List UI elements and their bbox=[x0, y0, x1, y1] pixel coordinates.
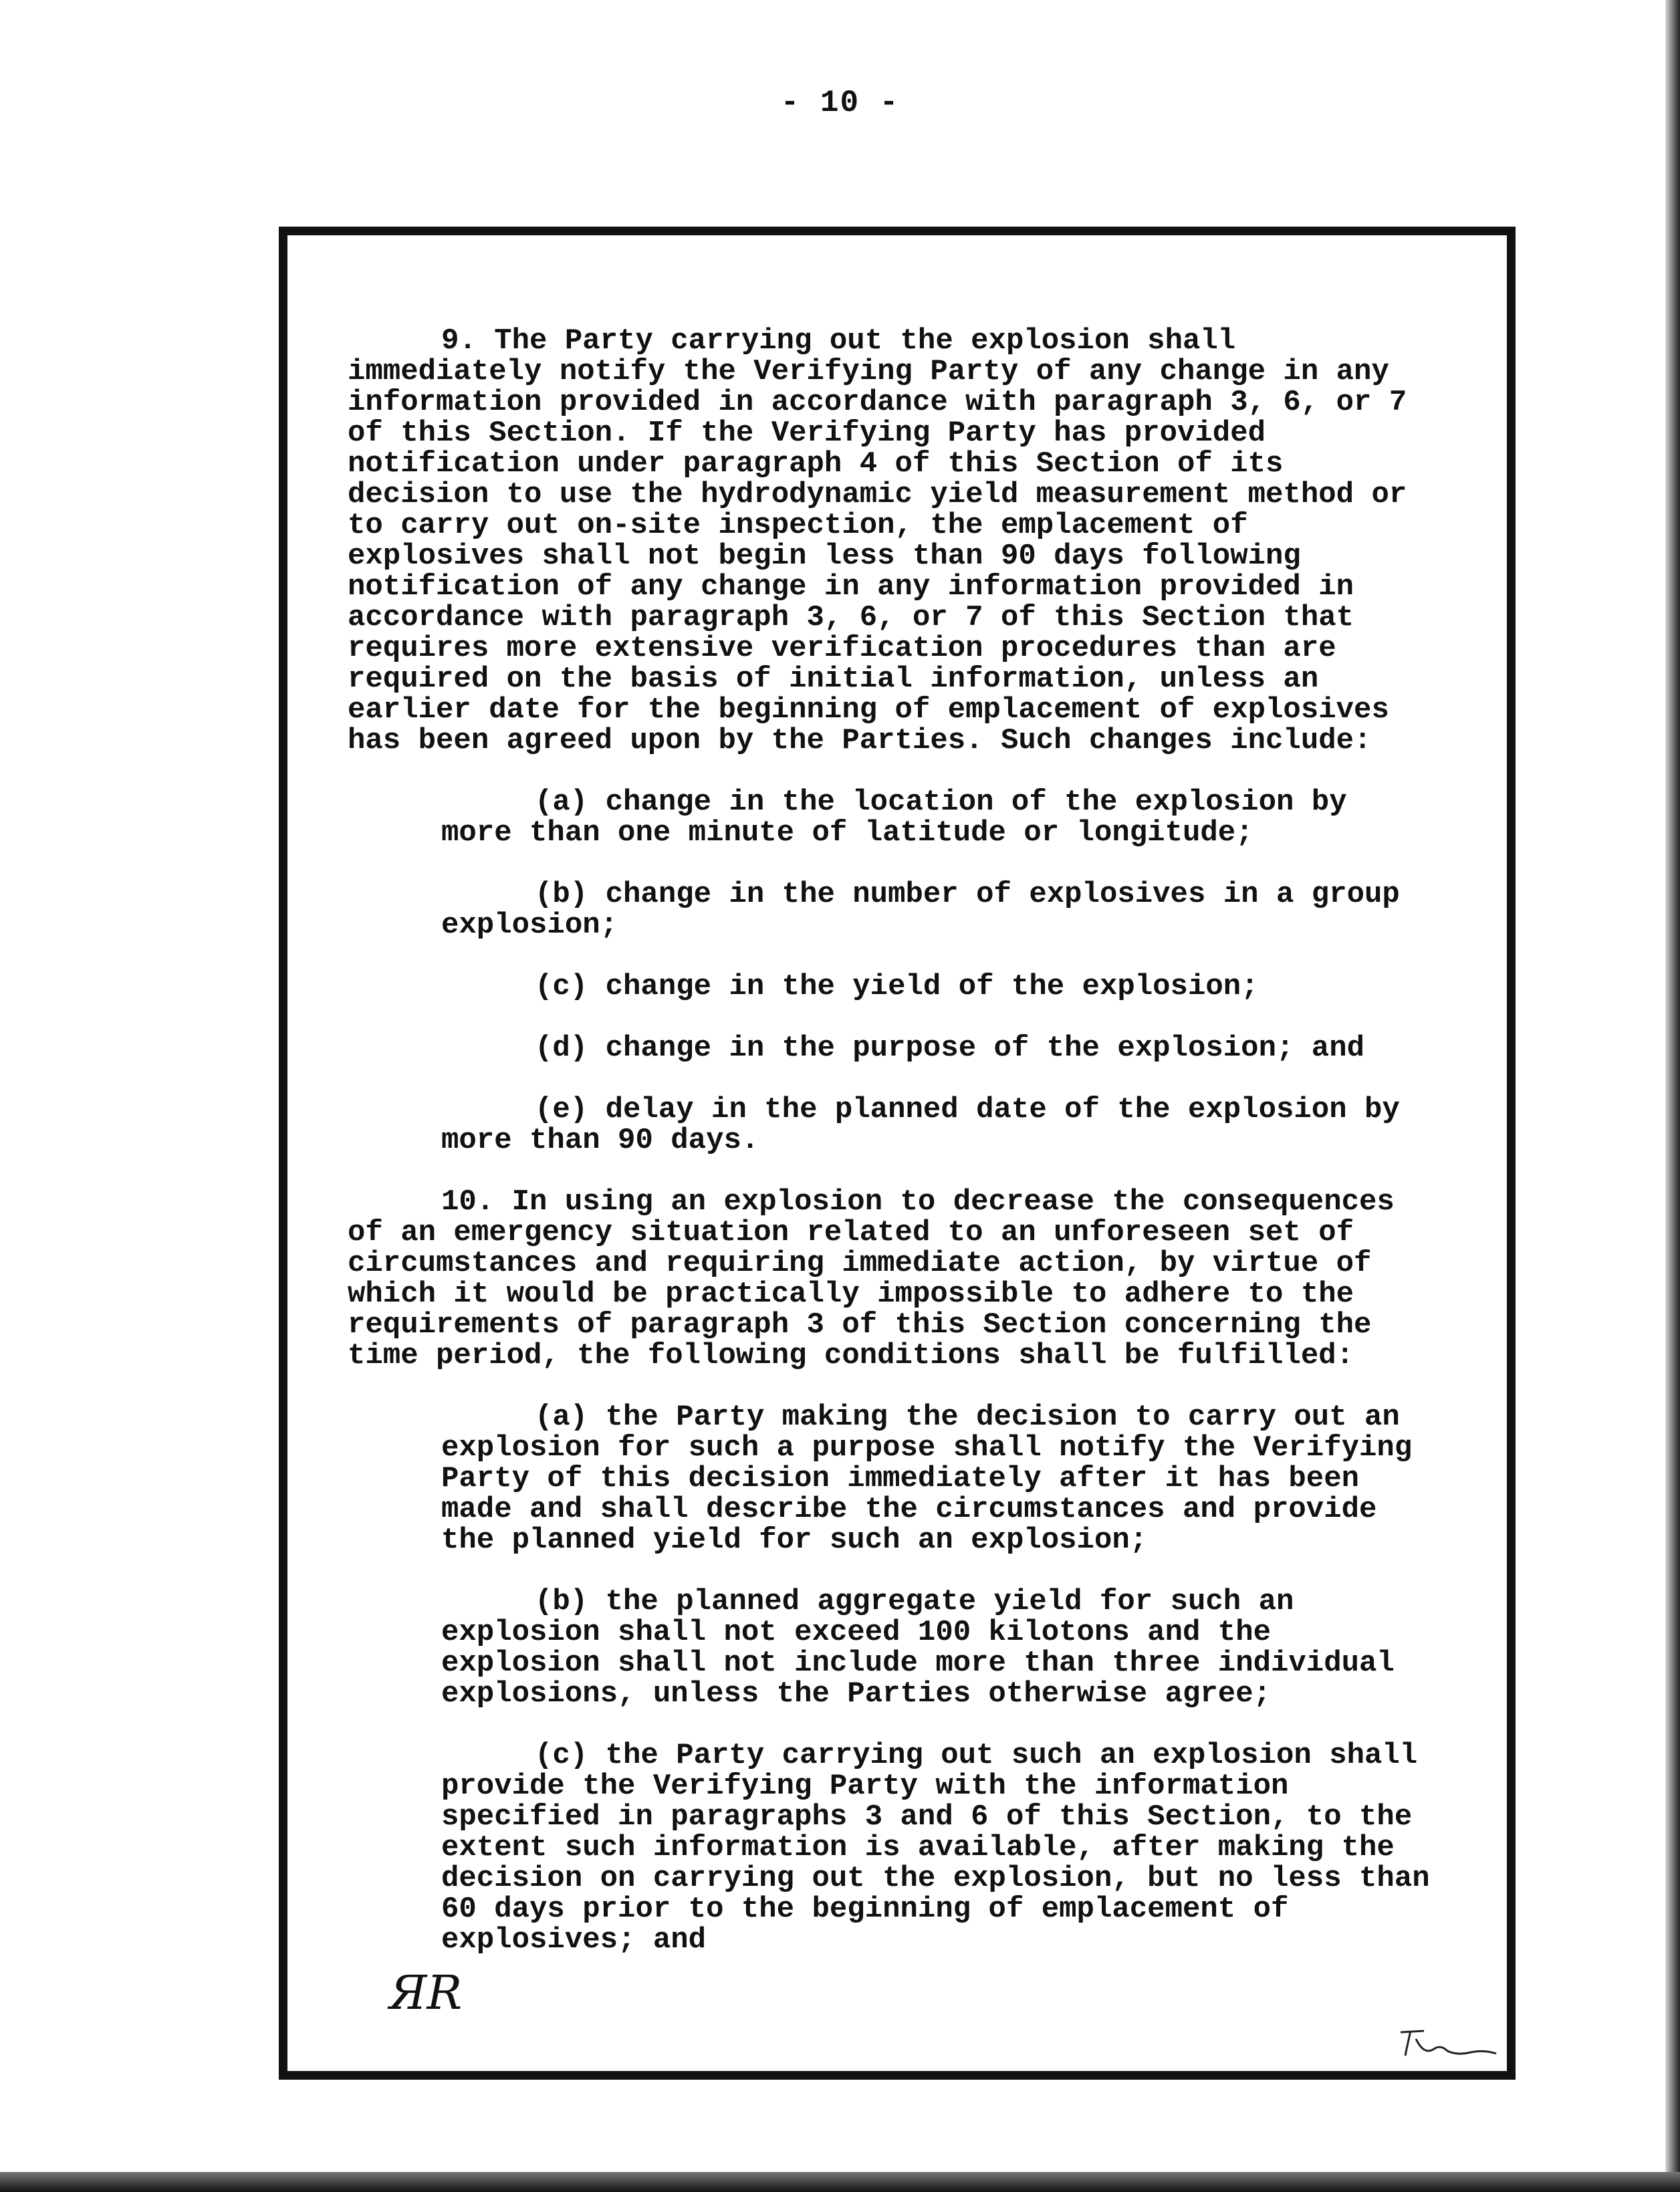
paragraph-10a: (a) the Party making the decision to carry out an explosion for such a purpose shall notify the Verifying Party of this decision immediately after it has been made and shall describe the circumstances and provide the planned yield for such an explosion; bbox=[441, 1401, 1413, 1557]
paragraph-10c: (c) the Party carrying out such an explosion shall provide the Verifying Party with the information specified in paragraphs 3 and 6 of this Section, to the extent such information is available, after making the decision on carrying out the explosion, but no less than 60 days prior to the beginning of emplacement of explosives; and bbox=[441, 1739, 1430, 1957]
paragraph-9c: (c) change in the yield of the explosion; bbox=[535, 970, 1259, 1003]
paragraph-9d: (d) change in the purpose of the explosion; and bbox=[535, 1031, 1365, 1065]
paragraph-9a: (a) change in the location of the explosion by more than one minute of latitude or longitude; bbox=[441, 785, 1347, 850]
paragraph-9b: (b) change in the number of explosives in a group explosion; bbox=[441, 878, 1400, 942]
paragraph-10b: (b) the planned aggregate yield for such an explosion shall not exceed 100 kilotons and the explosion shall not include more than three individual explosions, unless the Parties otherwise agree; bbox=[441, 1585, 1395, 1711]
page-number: - 10 - bbox=[780, 86, 900, 120]
paragraph-9: 9. The Party carrying out the explosion shall immediately notify the Verifying Party of any change in any information provided in accordance with paragraph 3, 6, or 7 of this Section. If the Verifying Party has provided notification under paragraph 4 of this Section of its decision to use the hydrodynamic yield measurement method or to carry out on-site inspection, the emplacement of explosives shall not begin less than 90 days following notification of any change in any information provided in accordance with paragraph 3, 6, or 7 of this Section that requires more extensive verification procedures than are required on the basis of initial information, unless an earlier date for the beginning of emplacement of explosives has been agreed upon by the Parties. Such changes include: bbox=[348, 324, 1407, 757]
handwritten-signature bbox=[1397, 2019, 1497, 2059]
paragraph-10: 10. In using an explosion to decrease the consequences of an emergency situation related to an unforeseen set of circumstances and requiring immediate action, by virtue of which it would be practically impossible to adhere to the requirements of paragraph 3 of this Section concerning the time period, the following conditions shall be fulfilled: bbox=[348, 1185, 1395, 1372]
paragraph-9e: (e) delay in the planned date of the explosion by more than 90 days. bbox=[441, 1093, 1400, 1157]
scan-edge-right bbox=[1665, 0, 1680, 2192]
handwritten-initials: ЯR bbox=[389, 1965, 463, 2020]
scan-edge-bottom bbox=[0, 2172, 1680, 2192]
treaty-text bbox=[348, 326, 1431, 1986]
